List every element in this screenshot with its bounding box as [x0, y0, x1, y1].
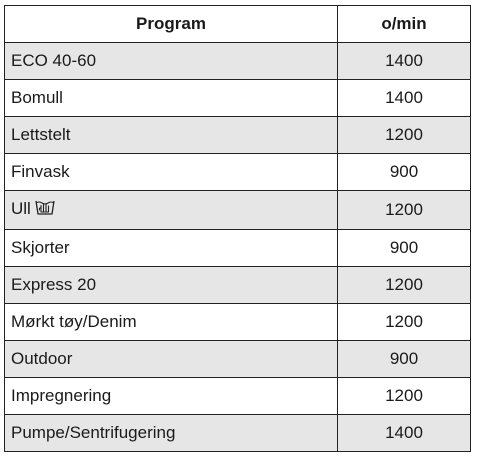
- program-name: Pumpe/Sentrifugering: [5, 415, 338, 452]
- program-name: Ull: [11, 199, 31, 218]
- program-name: Express 20: [5, 267, 338, 304]
- program-rpm: 900: [338, 230, 471, 267]
- program-name: Lettstelt: [5, 117, 338, 154]
- program-rpm: 900: [338, 154, 471, 191]
- table-row: [5, 43, 471, 80]
- header-program: Program: [5, 6, 338, 43]
- program-name: Mørkt tøy/Denim: [5, 304, 338, 341]
- program-rpm: 1200: [338, 267, 471, 304]
- table-row: [5, 415, 471, 452]
- table-row: [5, 80, 471, 117]
- program-name: Impregnering: [5, 378, 338, 415]
- table-row: [5, 267, 471, 304]
- program-rpm: 1200: [338, 304, 471, 341]
- program-rpm: 1400: [338, 415, 471, 452]
- program-rpm: 1400: [338, 80, 471, 117]
- spin-speed-table-container: [4, 5, 470, 452]
- table-header-row: [5, 6, 471, 43]
- program-name: Bomull: [5, 80, 338, 117]
- program-name: Finvask: [5, 154, 338, 191]
- program-rpm: 1200: [338, 117, 471, 154]
- program-rpm: 1200: [338, 191, 471, 230]
- program-rpm: 1200: [338, 378, 471, 415]
- table-row: [5, 378, 471, 415]
- table-row: [5, 304, 471, 341]
- table-row: [5, 230, 471, 267]
- table-row: [5, 191, 471, 230]
- program-name: Outdoor: [5, 341, 338, 378]
- table-row: [5, 117, 471, 154]
- header-rpm: o/min: [338, 6, 471, 43]
- table-row: [5, 154, 471, 191]
- spin-speed-table: [4, 5, 471, 452]
- program-rpm: 1400: [338, 43, 471, 80]
- program-rpm: 900: [338, 341, 471, 378]
- table-row: [5, 341, 471, 378]
- program-name: ECO 40-60: [5, 43, 338, 80]
- program-name: Skjorter: [5, 230, 338, 267]
- program-name-cell: [5, 191, 338, 230]
- hand-wash-icon: [35, 193, 55, 229]
